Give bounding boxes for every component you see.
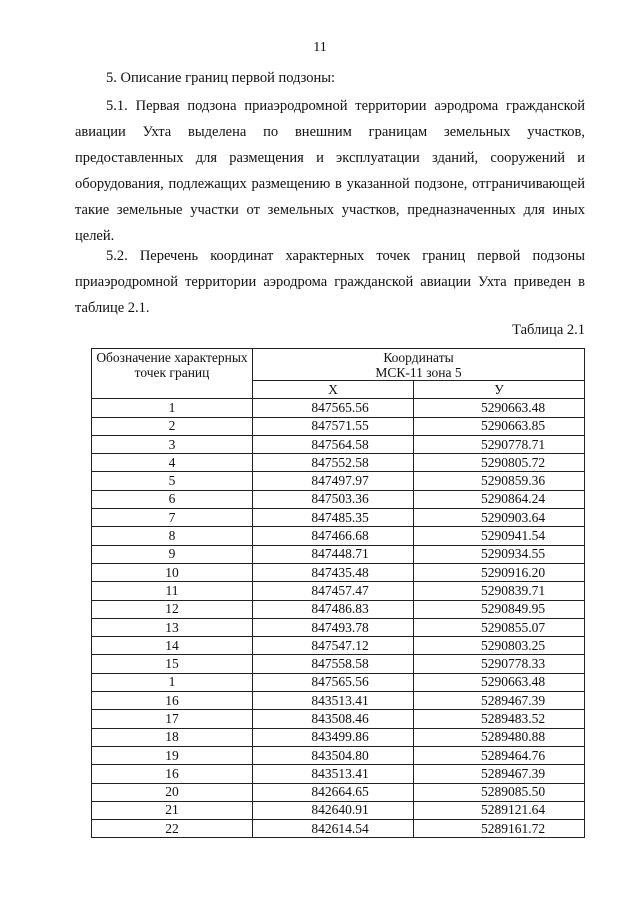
cell-y [414,582,585,600]
paragraph-5-1-lead: 5.1. [106,98,128,114]
paragraph-5-2 [75,243,585,321]
table-row [92,820,585,838]
cell-y-value: 5290916.20 [480,564,546,580]
cell-y-value: 5289464.76 [480,747,546,763]
header-coordinates-title: Координаты [383,350,454,365]
cell-y [414,509,585,527]
cell-x-value: 847503.36 [311,491,369,507]
cell-point [92,399,253,417]
cell-x-value: 843508.46 [311,710,369,726]
cell-y-value: 5290839.71 [480,582,546,598]
cell-point-value: 10 [165,564,179,580]
cell-x [253,563,414,581]
cell-point [92,783,253,801]
cell-point-value: 9 [168,546,176,562]
cell-point [92,582,253,600]
cell-point-value: 21 [165,802,179,818]
cell-point-value: 18 [165,729,179,745]
paragraph-5-2-lead: 5.2. [106,248,128,264]
cell-y [414,490,585,508]
cell-point-value: 6 [168,491,176,507]
table-row [92,417,585,435]
cell-x [253,600,414,618]
cell-y [414,527,585,545]
header-x: X [253,381,414,399]
cell-y-value: 5290663.48 [480,399,546,415]
cell-y-value: 5289467.39 [480,765,546,781]
cell-point [92,545,253,563]
table-row [92,783,585,801]
header-coordinates-group [253,349,585,381]
cell-x [253,435,414,453]
cell-x-value: 843513.41 [311,765,369,781]
table-row [92,801,585,819]
cell-x [253,765,414,783]
cell-point-value: 13 [165,619,179,635]
cell-x-value: 847493.78 [311,619,369,635]
cell-x-value: 843504.80 [311,747,369,763]
cell-x-value: 842664.65 [311,784,369,800]
cell-x [253,490,414,508]
table-row [92,765,585,783]
header-point-designation: Обозначение характерных точек границ [92,349,253,399]
paragraph-5-1-text: Первая подзона приаэродромной территории аэродрома гражданской авиации Ухта выделена по внешним границам земельных участков, предоставленных для размещения и эксплуатации зданий, сооружений и оборудования, подлежащих размещению в указанной подзоне, отграничивающей такие земельные участки от земельных участков, предназначенных для иных целей. [75,98,586,244]
cell-y-value: 5289483.52 [480,710,546,726]
table-caption: Таблица 2.1 [512,322,585,338]
cell-point [92,820,253,838]
cell-x [253,399,414,417]
cell-x-value: 847558.58 [311,656,369,672]
cell-point-value: 12 [165,601,179,617]
cell-y-value: 5289480.88 [480,729,546,745]
cell-x-value: 847565.56 [311,399,369,415]
section-heading: 5. Описание границ первой подзоны: [106,70,336,86]
table-row [92,746,585,764]
cell-x-value: 847466.68 [311,528,369,544]
cell-x [253,692,414,710]
table-row [92,637,585,655]
cell-y [414,801,585,819]
cell-x-value: 847435.48 [311,564,369,580]
cell-x [253,417,414,435]
cell-y [414,563,585,581]
cell-y [414,765,585,783]
cell-point-value: 2 [168,418,176,434]
table-row [92,655,585,673]
cell-y-value: 5289121.64 [480,802,546,818]
cell-point [92,618,253,636]
cell-point [92,673,253,691]
table-row [92,600,585,618]
cell-y [414,399,585,417]
cell-x [253,728,414,746]
cell-x [253,472,414,490]
cell-y-value: 5290864.24 [480,491,546,507]
cell-y [414,472,585,490]
cell-y-value: 5289161.72 [480,820,546,836]
table-row [92,563,585,581]
cell-point-value: 1 [168,674,176,690]
cell-x-value: 847547.12 [311,637,369,653]
table-row [92,490,585,508]
cell-y-value: 5290778.33 [480,656,546,672]
cell-point [92,600,253,618]
cell-x [253,746,414,764]
cell-x-value: 847457.47 [311,582,369,598]
cell-point [92,637,253,655]
cell-y-value: 5290663.85 [480,418,546,434]
cell-point-value: 4 [168,454,176,470]
coordinates-table [91,348,585,838]
cell-point [92,765,253,783]
table-row [92,454,585,472]
cell-point [92,801,253,819]
cell-x [253,454,414,472]
cell-point-value: 16 [165,765,179,781]
cell-x [253,783,414,801]
cell-point-value: 5 [168,473,176,489]
cell-point-value: 17 [165,710,179,726]
cell-y [414,783,585,801]
cell-y-value: 5290803.25 [480,637,546,653]
table-row [92,618,585,636]
cell-point [92,527,253,545]
cell-point-value: 11 [165,582,179,598]
cell-point [92,472,253,490]
table-row [92,692,585,710]
cell-point [92,563,253,581]
cell-x-value: 842614.54 [311,820,369,836]
page-number: 11 [313,40,327,55]
cell-x-value: 843513.41 [311,692,369,708]
cell-point-value: 15 [165,656,179,672]
cell-y-value: 5290855.07 [480,619,546,635]
cell-x-value: 847497.97 [311,473,369,489]
cell-y-value: 5290934.55 [480,546,546,562]
cell-y-value: 5290941.54 [480,528,546,544]
table-row [92,673,585,691]
cell-x [253,582,414,600]
cell-x [253,545,414,563]
cell-y [414,435,585,453]
cell-point [92,655,253,673]
cell-x [253,673,414,691]
cell-y [414,545,585,563]
cell-y-value: 5289467.39 [480,692,546,708]
paragraph-5-1 [75,93,585,249]
cell-x-value: 847486.83 [311,601,369,617]
cell-y [414,655,585,673]
cell-point-value: 7 [168,509,176,525]
cell-y-value: 5290778.71 [480,436,546,452]
cell-x-value: 842640.91 [311,802,369,818]
cell-x [253,710,414,728]
cell-x-value: 847571.55 [311,418,369,434]
cell-point-value: 14 [165,637,179,653]
cell-y-value: 5290903.64 [480,509,546,525]
cell-y [414,417,585,435]
cell-point-value: 19 [165,747,179,763]
table-row [92,710,585,728]
cell-y [414,618,585,636]
header-y: У [414,381,585,399]
table-row [92,545,585,563]
table-row [92,399,585,417]
table-row [92,527,585,545]
cell-y-value: 5290859.36 [480,473,546,489]
cell-point-value: 16 [165,692,179,708]
cell-x-value: 847448.71 [311,546,369,562]
cell-point [92,728,253,746]
paragraph-5-2-text: Перечень координат характерных точек границ первой подзоны приаэродромной территории аэродрома гражданской авиации Ухта приведен в таблице 2.1. [75,248,585,316]
cell-x-value: 847565.56 [311,674,369,690]
cell-point [92,509,253,527]
cell-point [92,454,253,472]
table-row [92,582,585,600]
table-row [92,435,585,453]
cell-y [414,728,585,746]
cell-y [414,673,585,691]
table-row [92,728,585,746]
cell-y [414,600,585,618]
cell-x [253,509,414,527]
cell-x-value: 847564.58 [311,436,369,452]
cell-point-value: 8 [168,528,176,544]
cell-y-value: 5289085.50 [480,784,546,800]
cell-point [92,746,253,764]
coordinates-table-body [92,399,585,838]
cell-x [253,618,414,636]
cell-point [92,435,253,453]
cell-x-value: 843499.86 [311,729,369,745]
cell-y [414,454,585,472]
cell-x-value: 847552.58 [311,454,369,470]
cell-y [414,637,585,655]
cell-x [253,801,414,819]
cell-y [414,710,585,728]
cell-point-value: 3 [168,436,176,452]
table-row [92,472,585,490]
cell-point [92,710,253,728]
cell-y-value: 5290663.48 [480,674,546,690]
cell-y [414,692,585,710]
cell-y-value: 5290805.72 [480,454,546,470]
cell-x [253,527,414,545]
table-row [92,509,585,527]
cell-x [253,637,414,655]
header-coordinate-system: МСК-11 зона 5 [375,365,462,380]
cell-point [92,692,253,710]
cell-point [92,417,253,435]
cell-x-value: 847485.35 [311,509,369,525]
cell-y [414,820,585,838]
cell-point [92,490,253,508]
cell-point-value: 20 [165,784,179,800]
cell-y [414,746,585,764]
cell-x [253,820,414,838]
cell-y-value: 5290849.95 [480,601,546,617]
cell-point-value: 1 [168,399,176,415]
cell-point-value: 22 [165,820,179,836]
cell-x [253,655,414,673]
